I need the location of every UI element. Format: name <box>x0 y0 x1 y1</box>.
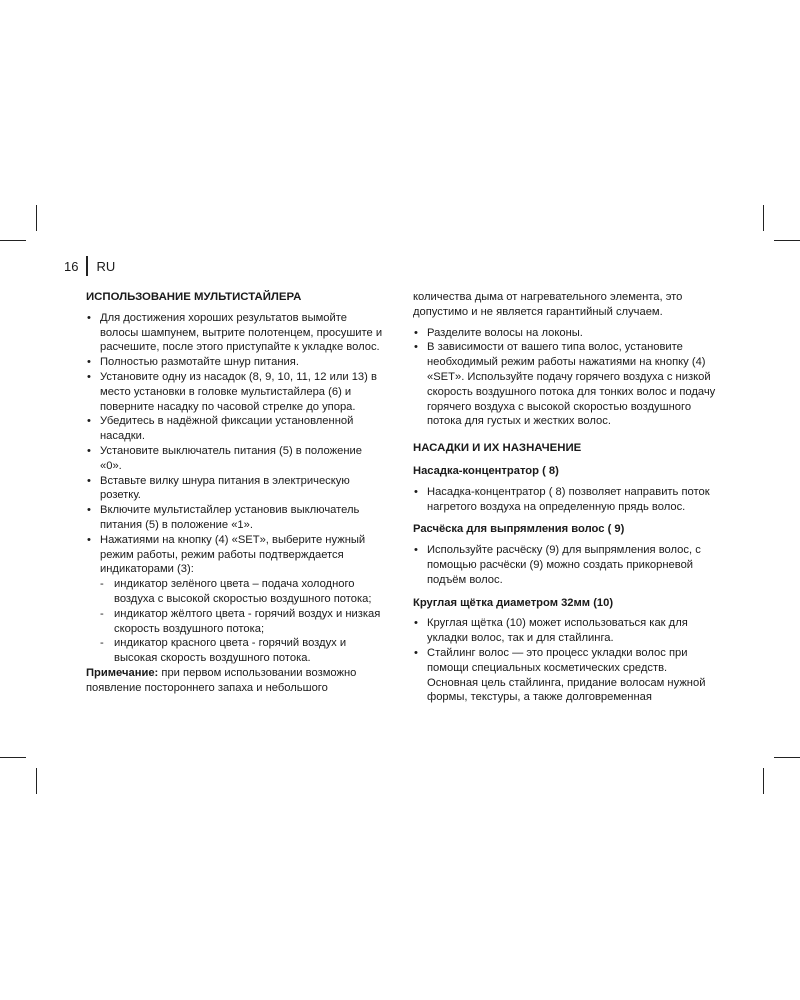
subheading-round-brush: Круглая щётка диаметром 32мм (10) <box>413 596 614 609</box>
crop-mark <box>774 240 800 241</box>
crop-mark <box>0 757 26 758</box>
usage-list <box>86 311 386 577</box>
concentrator-list <box>413 485 718 515</box>
indicator-item: - индикатор красного цвета - горячий воздух и высокая скорость воздушного потока. <box>86 636 386 666</box>
round-brush-list <box>413 616 718 705</box>
indicator-list <box>86 577 386 666</box>
list-item: • Насадка-концентратор ( 8) позволяет направить поток нагретого воздуха на определенную прядь волос. <box>413 485 718 515</box>
straightening-brush-list <box>413 543 718 587</box>
note-text: при первом использовании возможно появление постороннего запаха и небольшого <box>86 666 357 694</box>
list-item: • Используйте расчёску (9) для выпрямления волос, с помощью расчёски (9) можно создать прикорневой подъём волос. <box>413 543 718 587</box>
subheading-concentrator: Насадка-концентратор ( 8) <box>413 464 559 477</box>
page-header <box>64 256 115 276</box>
note-paragraph <box>86 666 386 696</box>
subheading-straightening-brush: Расчёска для выпрямления волос ( 9) <box>413 523 625 536</box>
right-column <box>413 290 718 705</box>
crop-mark <box>763 768 764 794</box>
header-divider <box>86 256 88 276</box>
list-item: • Нажатиями на кнопку (4) «SET», выберите нужный режим работы, режим работы подтверждается индикаторами (3): <box>86 533 386 577</box>
list-item: • Полностью размотайте шнур питания. <box>86 355 386 370</box>
list-item: • Стайлинг волос — это процесс укладки волос при помощи специальных косметических средств. Основная цель стайлинга, придание волосам нужной формы, текстуры, а также долговременная <box>413 646 718 705</box>
list-item: • Установите выключатель питания (5) в положение «0». <box>86 444 386 474</box>
list-item: • Установите одну из насадок (8, 9, 10, 11, 12 или 13) в место установки в головке мультистайлера (6) и поверните насадку по часовой стрелке до упора. <box>86 370 386 414</box>
crop-mark <box>36 768 37 794</box>
list-item: • Вставьте вилку шнура питания в электрическую розетку. <box>86 474 386 504</box>
crop-mark <box>0 240 26 241</box>
crop-mark <box>763 205 764 231</box>
list-item: • Включите мультистайлер установив выключатель питания (5) в положение «1». <box>86 503 386 533</box>
indicator-item: - индикатор зелёного цвета – подача холодного воздуха с высокой скоростью воздушного потока; <box>86 577 386 607</box>
section-title-usage: ИСПОЛЬЗОВАНИЕ МУЛЬТИСТАЙЛЕРА <box>86 291 302 303</box>
list-item: • В зависимости от вашего типа волос, установите необходимый режим работы нажатиями на кнопку (4) «SET». Используйте подачу горячего воздуха с низкой скорость воздушного потока для тонких волос и подачу горячего воздуха с высокой скоростью воздушного потока для густых и жестких волос. <box>413 340 718 429</box>
left-column <box>86 290 386 696</box>
indicator-item: - индикатор жёлтого цвета - горячий воздух и низкая скорость воздушного потока; <box>86 607 386 637</box>
language-label: RU <box>96 258 116 274</box>
continuation-text: количества дыма от нагревательного элемента, это допустимо и не является гарантийный случаем. <box>413 291 683 318</box>
section-title-attachments: НАСАДКИ И ИХ НАЗНАЧЕНИЕ <box>413 442 582 455</box>
list-item: • Убедитесь в надёжной фиксации установленной насадки. <box>86 414 386 444</box>
page-number: 16 <box>64 258 79 274</box>
list-item: • Круглая щётка (10) может использоваться как для укладки волос, так и для стайлинга. <box>413 616 718 646</box>
list-item: • Для достижения хороших результатов вымойте волосы шампунем, вытрите полотенцем, просушите и расчешите, после этого приступайте к укладке волос. <box>86 311 386 355</box>
steps-list <box>413 326 718 430</box>
crop-mark <box>36 205 37 231</box>
note-label: Примечание: <box>86 666 159 679</box>
list-item: • Разделите волосы на локоны. <box>413 326 718 341</box>
crop-mark <box>774 757 800 758</box>
